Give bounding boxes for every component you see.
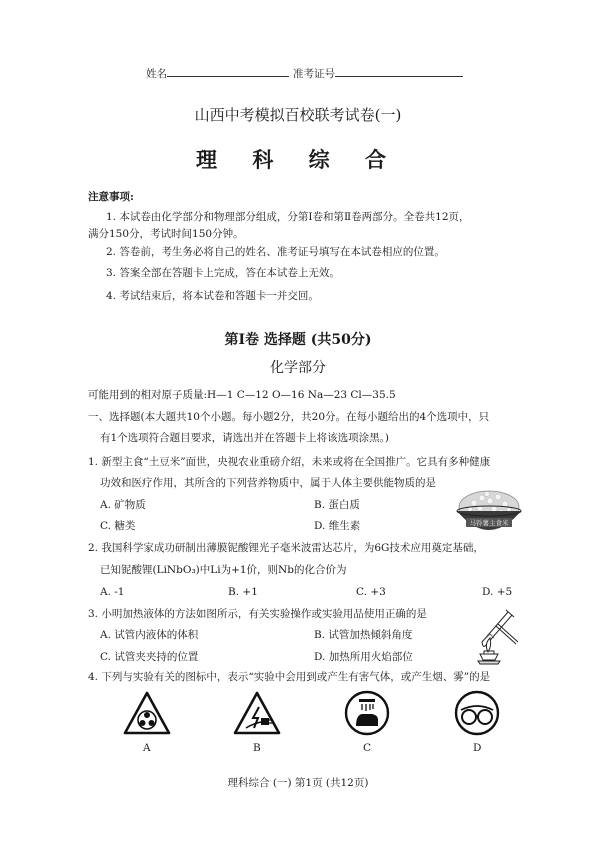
question-stem: 2. 我国科学家成功研制出薄膜铌酸锂光子毫米波雷达芯片，为6G技术应用奠定基础， [88,542,484,554]
rice-bowl-image [452,487,526,542]
exam-subtitle: 理 科 综 合 [196,147,400,172]
question-stem: 4. 下列与实验有关的图标中，表示“实验中会用到或产生有害气体，或产生烟、雾”的是 [88,671,491,683]
icon-label-b: B [253,742,261,754]
exam-title: 山西中考模拟百校联考试卷(一) [194,106,402,124]
atomic-masses: 可能用到的相对原子质量:H—1 C—12 O—16 Na—23 Cl—35.5 [88,389,396,401]
note-item: 2. 答卷前，考生务必将自己的姓名、准考证号填写在本试卷相应的位置。 [106,246,445,258]
note-item: 1. 本试卷由化学部分和物理部分组成，分第Ⅰ卷和第Ⅱ卷两部分。全卷共12页， [106,211,470,223]
question-stem: 功效和医疗作用，其所含的下列营养物质中，属于人体主要供能物质的是 [100,477,436,489]
id-blank [335,66,463,77]
note-item: 3. 答案全部在答题卡上完成，答在本试卷上无效。 [106,267,340,279]
icon-label-d: D [473,742,482,754]
option-b: B. 试管加热倾斜角度 [314,629,413,641]
name-label: 姓名 [146,68,167,80]
instruction-line: 一、选择题(本大题共10个小题。每小题2分，共20分。在每小题给出的4个选项中，只 [88,411,490,423]
option-b: B. +1 [228,586,258,598]
id-label: 准考证号 [293,68,335,80]
name-field [146,66,289,81]
icon-label-a: A [143,742,151,754]
hand-wash-icon [342,690,392,736]
rice-bowl-caption: 马铃薯主食米 [469,519,509,527]
option-d: D. 维生素 [314,520,361,532]
option-a: A. -1 [100,586,125,598]
option-b: B. 蛋白质 [314,499,360,511]
question-stem: 1. 新型主食“土豆米”面世，央视农业重磅介绍，未来或将在全国推广。它具有多种健康 [88,456,491,468]
goggles-icon [452,690,502,736]
name-blank [167,66,289,77]
option-c: C. 糖类 [100,520,136,532]
electric-plug-icon [232,690,282,736]
option-d: D. 加热所用火焰部位 [314,651,413,663]
notes-heading: 注意事项: [88,191,134,203]
question-stem: 3. 小明加热液体的方法如图所示，有关实验操作或实验用品使用正确的是 [88,608,427,620]
note-item: 满分150分，考试时间150分钟。 [88,228,244,240]
option-c: C. 试管夹夹持的位置 [100,651,199,663]
fan-icon [122,690,172,736]
heating-apparatus-image [462,604,522,666]
icon-label-c: C [363,742,372,754]
option-a: A. 试管内液体的体积 [100,629,199,641]
part-title: 化学部分 [270,360,326,376]
option-c: C. +3 [356,586,386,598]
section-title: 第Ⅰ卷 选择题 (共50分) [224,332,372,348]
note-item: 4. 考试结束后，将本试卷和答题卡一并交回。 [106,290,319,302]
option-d: D. +5 [482,586,513,598]
option-a: A. 矿物质 [100,499,146,511]
question-stem: 已知铌酸锂(LiNbO₃)中Li为+1价，则Nb的化合价为 [100,564,347,576]
id-field [293,66,463,81]
instruction-line: 有1个选项符合题目要求，请选出并在答题卡上将该选项涂黑。) [100,432,390,444]
page-footer: 理科综合 (一) 第1页 (共12页) [227,777,369,789]
